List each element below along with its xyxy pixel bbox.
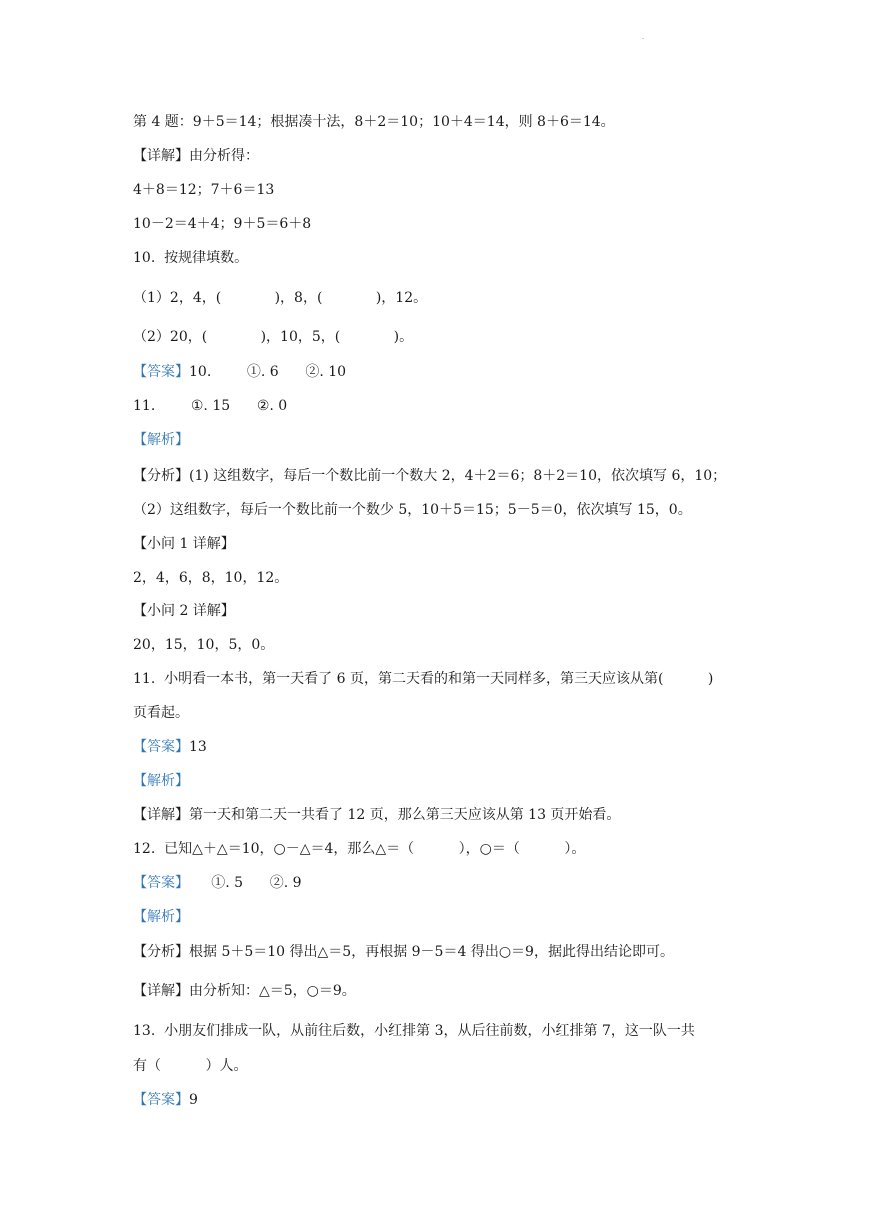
line-text: 20，15，10，5，0。 xyxy=(133,637,275,653)
question-heading xyxy=(133,669,713,689)
line-text: 【详解】第一天和第二天一共看了 12 页，那么第三天应该从第 13 页开始看。 xyxy=(133,807,621,823)
header-mark: · xyxy=(642,36,644,43)
analysis-heading xyxy=(133,430,189,450)
analysis-tag: 【解析】 xyxy=(133,432,189,448)
text-line xyxy=(133,534,235,554)
line-text: 【详解】由分析知：△＝5，○＝9。 xyxy=(133,983,356,999)
question-heading xyxy=(133,1021,695,1041)
text-line xyxy=(133,288,427,308)
line-text: （1）2，4，( )，8，( )，12。 xyxy=(133,290,428,306)
text-line xyxy=(133,466,726,486)
line-text: 9 xyxy=(189,1092,198,1108)
text-line xyxy=(133,112,615,132)
line-text: （2）20，( )，10，5，( )。 xyxy=(133,329,414,345)
line-text: 页看起。 xyxy=(133,705,189,721)
text-line xyxy=(133,327,413,347)
question-heading xyxy=(133,839,585,859)
text-line xyxy=(133,146,259,166)
line-text: （2）这组数字，每后一个数比前一个数少 5，10＋5＝15；5－5＝0，依次填写 15，0。 xyxy=(133,502,692,518)
line-text: 12. 已知△＋△＝10，○－△＝4，那么△＝（ ），○＝（ ）。 xyxy=(133,841,586,857)
answer-tag: 【答案】 xyxy=(133,739,189,755)
text-line xyxy=(133,500,692,520)
line-text: 2，4，6，8，10，12。 xyxy=(133,570,289,586)
line-text: 【小问 2 详解】 xyxy=(133,603,235,619)
line-text: 13 xyxy=(189,739,207,755)
line-text: 10－2＝4＋4；9＋5＝6＋8 xyxy=(133,216,312,232)
analysis-tag: 【解析】 xyxy=(133,773,189,789)
line-text: 【分析】根据 5＋5＝10 得出△＝5，再根据 9－5＝4 得出○＝9，据此得出结论即可。 xyxy=(133,944,674,960)
answer-line xyxy=(133,737,207,757)
text-line xyxy=(133,703,189,723)
text-line xyxy=(133,805,620,825)
line-text: 4＋8＝12；7＋6＝13 xyxy=(133,182,275,198)
answer-tag: 【答案】 xyxy=(133,1092,189,1108)
line-text: 第 4 题：9＋5＝14；根据凑十法，8＋2＝10；10＋4＝14，则 8＋6＝14。 xyxy=(133,114,615,130)
text-line xyxy=(133,180,274,200)
text-line xyxy=(133,396,287,416)
text-line xyxy=(133,942,674,962)
answer-tag: 【答案】 xyxy=(133,364,189,380)
answer-line xyxy=(133,873,302,893)
text-line xyxy=(133,601,235,621)
question-heading xyxy=(133,248,248,268)
analysis-heading xyxy=(133,771,189,791)
text-line xyxy=(133,568,288,588)
line-text: 10. 按规律填数。 xyxy=(133,250,249,266)
analysis-heading xyxy=(133,907,189,927)
analysis-tag: 【解析】 xyxy=(133,909,189,925)
line-text: 有（ ）人。 xyxy=(133,1058,248,1074)
line-text: 13. 小朋友们排成一队，从前往后数，小红排第 3，从后往前数，小红排第 7，这一队一共 xyxy=(133,1023,695,1039)
text-line xyxy=(133,1056,248,1076)
text-line xyxy=(133,981,356,1001)
answer-line xyxy=(133,1090,198,1110)
line-text: 11. 小明看一本书，第一天看了 6 页，第二天看的和第一天同样多，第三天应该从第( ) xyxy=(133,671,714,687)
line-text: 11. ①. 15 ②. 0 xyxy=(133,398,288,414)
line-text: 【详解】由分析得： xyxy=(133,148,259,164)
text-line xyxy=(133,214,311,234)
line-text: 【分析】(1) 这组数字，每后一个数比前一个数大 2，4＋2＝6；8＋2＝10，依次填写 6，10； xyxy=(133,468,727,484)
line-text: 【小问 1 详解】 xyxy=(133,536,235,552)
line-text: 10. ①. 6 ②. 10 xyxy=(189,364,347,380)
answer-tag: 【答案】 xyxy=(133,875,189,891)
text-line xyxy=(133,635,274,655)
line-text: ①. 5 ②. 9 xyxy=(189,875,302,891)
answer-line xyxy=(133,362,346,382)
